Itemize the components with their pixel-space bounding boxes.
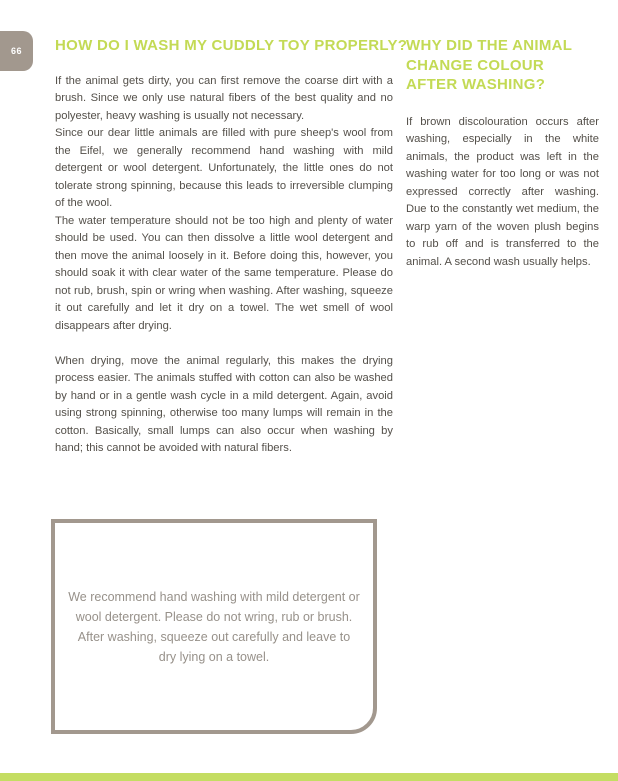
- right-column-heading: WHY DID THE ANIMAL CHANGE COLOUR AFTER WASHING?: [406, 37, 572, 93]
- left-paragraph-2: Since our dear little animals are filled with pure sheep's wool from the Eifel, we generally recommend hand washing with mild detergent or wool detergent. Unfortunately, the little ones do not tolerate strong spinning, because this leads to irreversible clumping of the wool.: [55, 127, 393, 209]
- left-paragraph-4: When drying, move the animal regularly, this makes the drying process easier. The animals stuffed with cotton can also be washed by hand or in a gentle wash cycle in a mild detergent. Again, avoid using strong spinning, otherwise too many lumps will remain in the cotton. Basically, small lumps can also occur when washing by hand; this cannot be avoided with natural fibers.: [55, 354, 393, 454]
- page-number: 66: [10, 46, 22, 56]
- left-column: [55, 36, 408, 458]
- left-paragraph-3: The water temperature should not be too high and plenty of water should be used. You can then dissolve a little wool detergent and then move the animal loosely in it. Before doing this, however, you should soak it with clear water of the same temperature. Please do not rub, brush, spin or wring when washing. After washing, squeeze it out carefully and let it dry on a towel. The wet smell of wool disappears after drying.: [55, 214, 393, 332]
- bottom-accent-bar: [0, 773, 618, 781]
- right-paragraph-1: If brown discolouration occurs after washing, especially in the white animals, the product was left in the washing water for too long or was not expressed correctly after washing. Due to the constantly wet medium, the warp yarn of the woven plush begins to rub off and is transferred to the animal. A second wash usually helps.: [406, 115, 599, 268]
- page-number-badge: [0, 31, 33, 71]
- callout-box: [51, 519, 377, 734]
- right-column: [406, 36, 599, 271]
- left-column-heading: HOW DO I WASH MY CUDDLY TOY PROPERLY?: [55, 37, 408, 54]
- callout-text: We recommend hand washing with mild detergent or wool detergent. Please do not wring, rub or brush. After washing, squeeze out carefully and leave to dry lying on a towel.: [68, 589, 360, 664]
- left-paragraph-1: If the animal gets dirty, you can first remove the coarse dirt with a brush. Since we only use natural fibers of the best quality and no polyester, heavy washing is usually not necessary.: [55, 74, 393, 122]
